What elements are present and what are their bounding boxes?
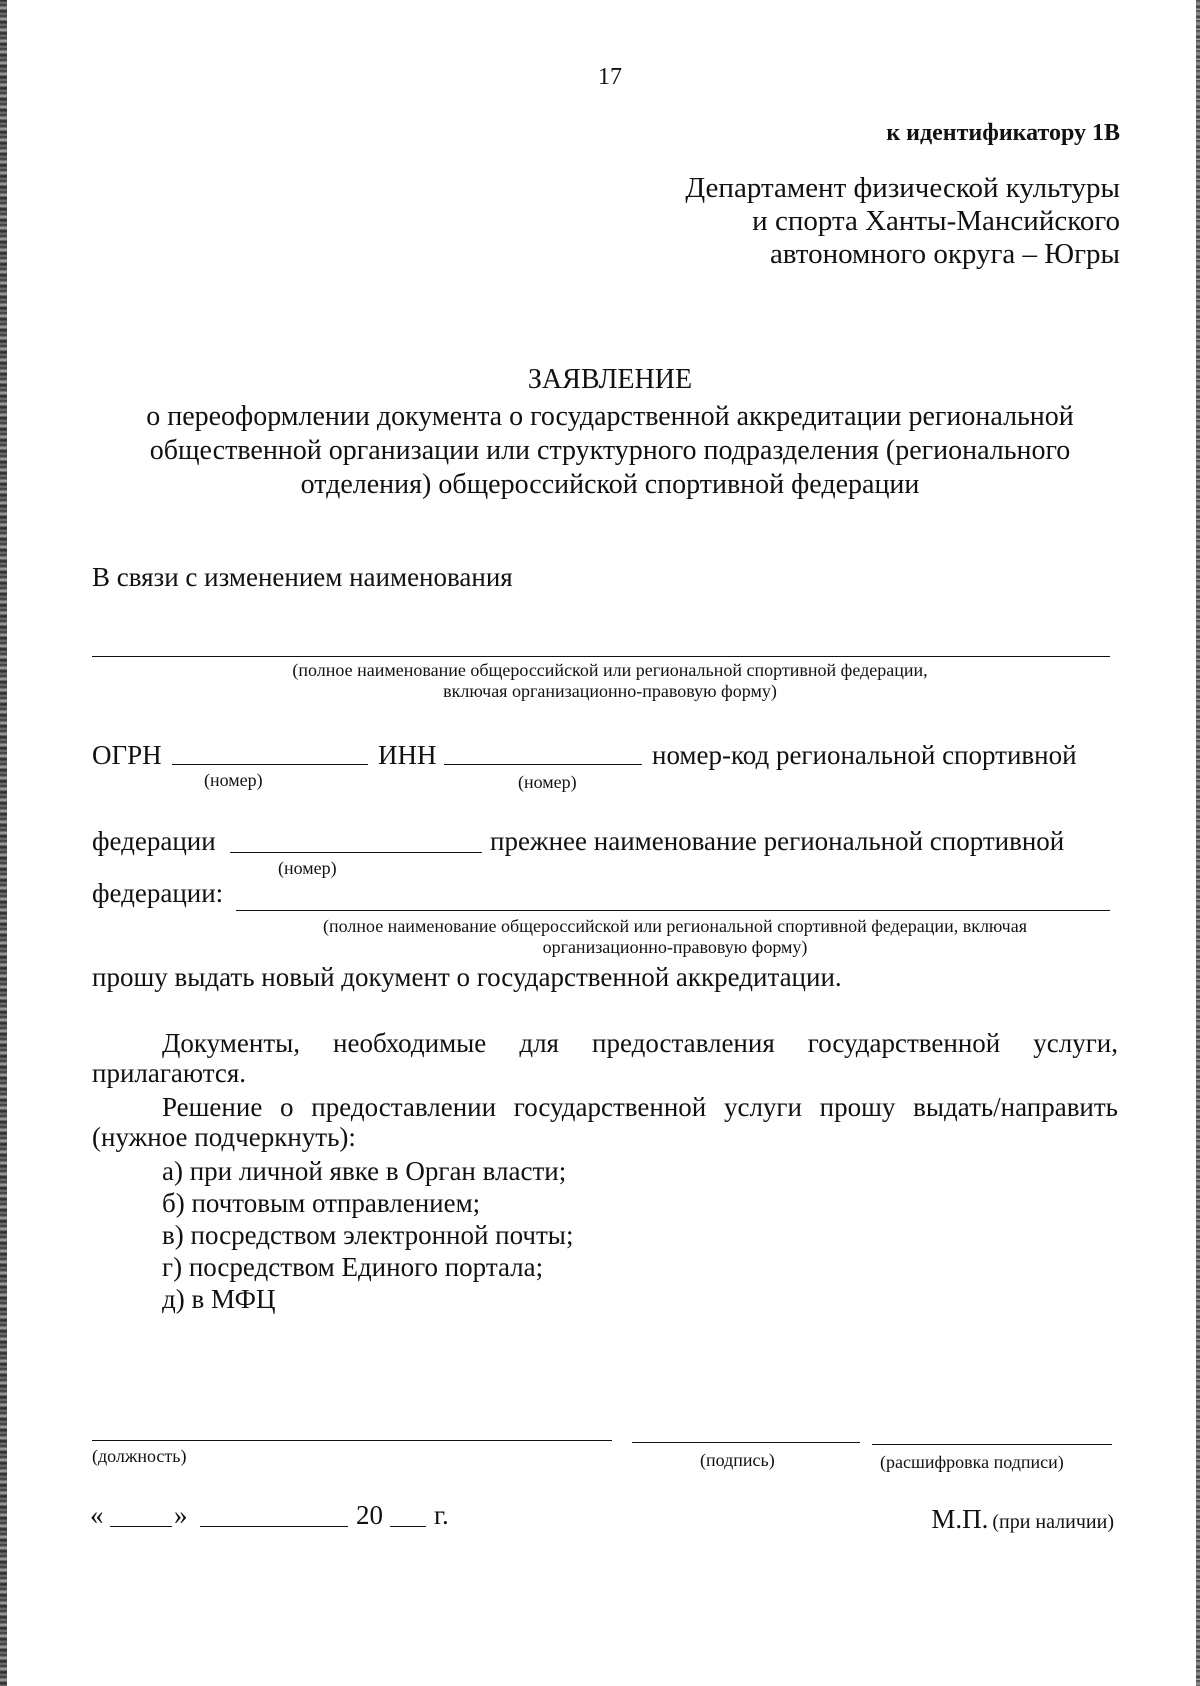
inn-label: ИНН xyxy=(378,740,437,770)
stamp-note: (при наличии) xyxy=(992,1511,1114,1533)
documents-text-line: Документы, необходимые для предоставления государственной услуги, xyxy=(162,1028,1118,1058)
request-text: прошу выдать новый документ о государственной аккредитации. xyxy=(92,962,842,992)
page-number: 17 xyxy=(598,64,622,90)
identifier-label: к идентификатору 1В xyxy=(886,120,1120,146)
caption-line: организационно-правовую форму) xyxy=(542,937,808,957)
delivery-option[interactable]: б) почтовым отправлением; xyxy=(162,1188,481,1218)
position-caption: (должность) xyxy=(92,1446,187,1466)
organization-name-field[interactable] xyxy=(92,656,1110,657)
scan-edge-right xyxy=(1196,0,1200,1686)
caption-line: включая организационно-правовую форму) xyxy=(443,681,777,701)
federation-code-field[interactable] xyxy=(230,852,482,853)
date-year-prefix: 20 xyxy=(356,1500,383,1530)
documents-text-line: прилагаются. xyxy=(92,1058,247,1088)
organization-name-caption xyxy=(200,660,1020,702)
previous-name-caption xyxy=(270,916,1080,958)
subtitle-line: общественной организации или структурного подразделения (регионального xyxy=(149,435,1071,466)
delivery-option[interactable]: д) в МФЦ xyxy=(162,1284,276,1314)
date-day-field[interactable] xyxy=(110,1526,172,1527)
decision-text-line: (нужное подчеркнуть): xyxy=(92,1122,356,1152)
code-text: номер-код региональной спортивной xyxy=(652,740,1077,770)
stamp-area xyxy=(931,1504,1114,1535)
inn-field[interactable] xyxy=(444,764,642,765)
date-month-field[interactable] xyxy=(200,1526,348,1527)
caption-line: (полное наименование общероссийской или региональной спортивной федерации, включая xyxy=(322,916,1028,936)
date-close-quote: » xyxy=(174,1500,188,1530)
decision-text-line: Решение о предоставлении государственной услуги прошу выдать/направить xyxy=(162,1092,1118,1122)
ogrn-label: ОГРН xyxy=(92,740,162,770)
addressee-block xyxy=(685,172,1120,271)
federation-label: федерации: xyxy=(92,878,224,908)
signature-decode-caption: (расшифровка подписи) xyxy=(880,1452,1064,1472)
addressee-line: Департамент физической культуры xyxy=(685,172,1120,204)
intro-text: В связи с изменением наименования xyxy=(92,562,513,592)
document-title: ЗАЯВЛЕНИЕ xyxy=(527,364,693,395)
position-field[interactable] xyxy=(92,1440,612,1441)
document-subtitle xyxy=(0,400,1200,502)
date-open-quote: « xyxy=(90,1500,104,1530)
signature-decode-field[interactable] xyxy=(872,1444,1112,1445)
delivery-option[interactable]: в) посредством электронной почты; xyxy=(162,1220,574,1250)
signature-field[interactable] xyxy=(632,1442,860,1443)
date-year-field[interactable] xyxy=(390,1526,426,1527)
subtitle-line: отделения) общероссийской спортивной федерации xyxy=(300,469,920,500)
addressee-line: и спорта Ханты-Мансийского xyxy=(752,205,1120,237)
delivery-option[interactable]: г) посредством Единого портала; xyxy=(162,1252,544,1282)
previous-name-text: прежнее наименование региональной спортивной xyxy=(490,826,1065,856)
signature-caption: (подпись) xyxy=(700,1450,775,1470)
caption-line: (полное наименование общероссийской или региональной спортивной федерации, xyxy=(292,660,928,680)
inn-number-caption: (номер) xyxy=(518,772,577,792)
ogrn-field[interactable] xyxy=(172,764,368,765)
stamp-label: М.П. xyxy=(931,1504,989,1534)
previous-name-field[interactable] xyxy=(236,910,1110,911)
federation-text: федерации xyxy=(92,826,216,856)
delivery-option[interactable]: а) при личной явке в Орган власти; xyxy=(162,1156,567,1186)
federation-code-caption: (номер) xyxy=(278,858,337,878)
ogrn-number-caption: (номер) xyxy=(204,770,263,790)
scan-edge-left xyxy=(0,0,7,1686)
date-year-suffix: г. xyxy=(434,1500,449,1530)
addressee-line: автономного округа – Югры xyxy=(769,238,1120,270)
subtitle-line: о переоформлении документа о государственной аккредитации региональной xyxy=(146,401,1074,432)
